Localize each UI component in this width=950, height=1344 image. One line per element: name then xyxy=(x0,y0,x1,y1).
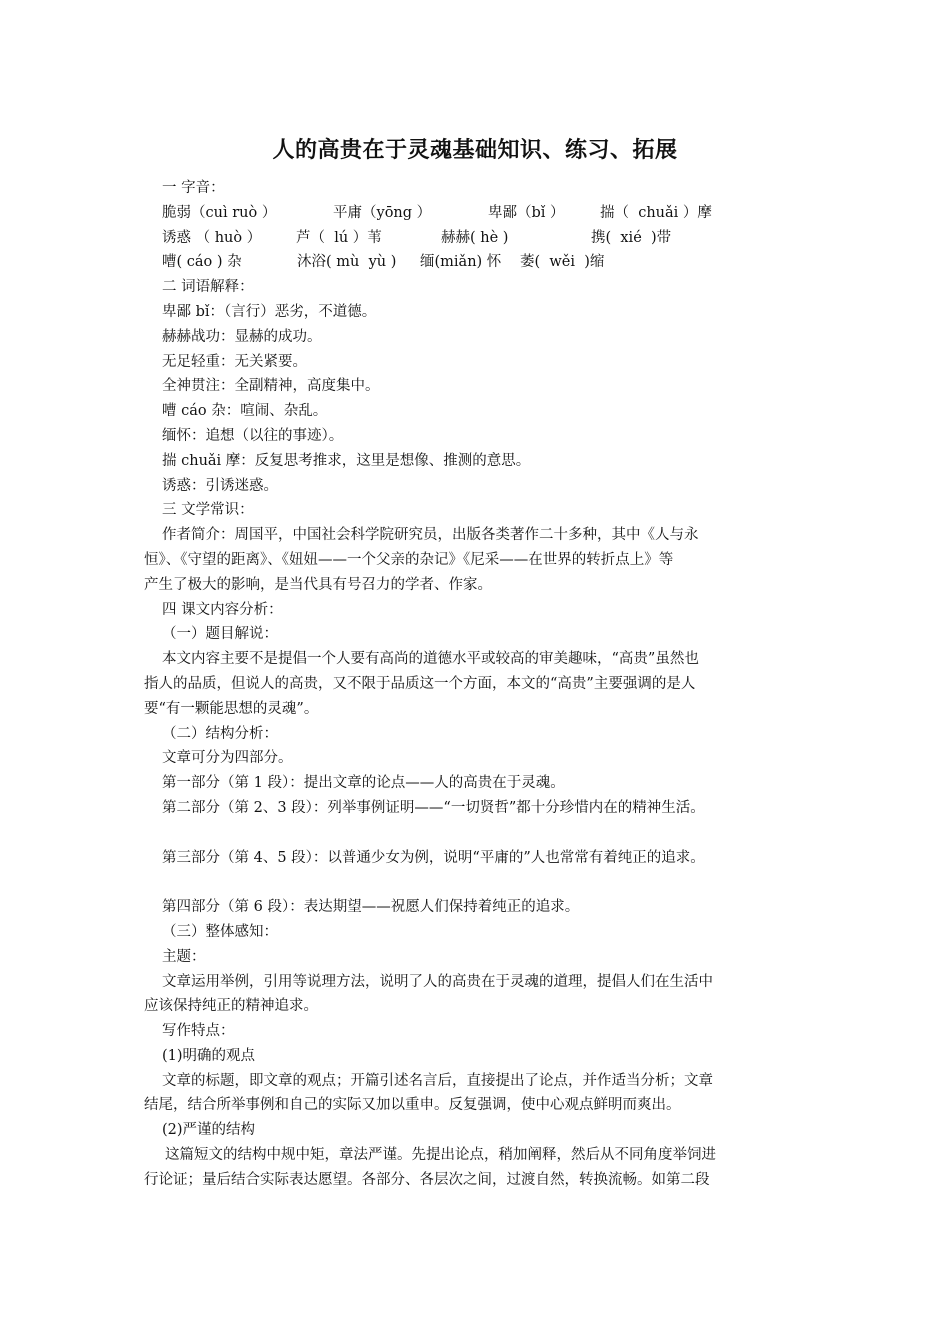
vocabulary-item: 揣 chuǎi 摩：反复思考推求，这里是想像、推测的意思。 xyxy=(162,452,531,469)
features-label: 写作特点： xyxy=(162,1023,235,1040)
feature-title: (2)严谨的结构 xyxy=(162,1122,256,1139)
feature-line: 结尾，结合所举事例和自己的实际又加以重申。反复强调，使中心观点鲜明而爽出。 xyxy=(144,1097,681,1114)
structure-part: 第一部分（第 1 段）：提出文章的论点——人的高贵在于灵魂。 xyxy=(162,775,565,792)
structure-part: 第二部分（第 2、3 段）：列举事例证明——“一切贤哲”都十分珍惜内在的精神生活。 xyxy=(162,799,705,816)
section-heading-vocabulary: 二 词语解释： xyxy=(162,279,254,296)
document-title: 人的高贵在于灵魂基础知识、练习、拓展 xyxy=(272,138,678,163)
pronunciation-item: 缅(miǎn) 怀 xyxy=(420,254,502,271)
blank-line xyxy=(144,821,810,846)
feature-title: (1)明确的观点 xyxy=(162,1047,256,1064)
feature-line: 行论证；量后结合实际表达愿望。各部分、各层次之间，过渡自然，转换流畅。如第二段 xyxy=(144,1171,710,1188)
vocabulary-item: 缅怀：追想（以往的事迹）。 xyxy=(162,427,344,444)
section-heading-pronunciation: 一 字音： xyxy=(162,180,225,196)
pronunciation-item: 萎( wěi )缩 xyxy=(520,254,605,271)
title-explanation-line: 本文内容主要不是提倡一个人要有高尚的道德水平或较高的审美趣味，“高贵”虽然也 xyxy=(162,651,699,668)
pronunciation-item: 芦（ lú ）苇 xyxy=(296,229,382,246)
title-explanation-line: 指人的品质，但说人的高贵，又不限于品质这一个方面，本文的“高贵”主要强调的是人 xyxy=(144,675,696,692)
subsection-heading-structure: （二）结构分析： xyxy=(162,725,278,742)
feature-line: 这篇短文的结构中规中矩，章法严谨。先提出论点，稍加阐释，然后从不同角度举饲进 xyxy=(165,1147,716,1164)
author-intro-line: 作者简介：周国平，中国社会科学院研究员，出版各类著作二十多种，其中《人与永 xyxy=(162,527,699,544)
vocabulary-item: 卑鄙 bǐ：（言行）恶劣，不道德。 xyxy=(162,303,377,320)
pronunciation-item: 沐浴( mù yù ) xyxy=(297,254,397,271)
author-intro-line: 恒》、《守望的距离》、《妞妞——一个父亲的杂记》《尼采——在世界的转折点上》等 xyxy=(144,551,674,568)
structure-part: 第三部分（第 4、5 段）：以普通少女为例，说明“平庸的”人也常常有着纯正的追求。 xyxy=(162,849,705,866)
pronunciation-row xyxy=(144,226,810,251)
vocabulary-item: 赫赫战功：显赫的成功。 xyxy=(162,328,322,345)
subsection-heading-overview: （三）整体感知： xyxy=(162,923,278,940)
pronunciation-item: 诱惑 （ huò ） xyxy=(162,229,262,246)
pronunciation-item: 揣（ chuǎi ）摩 xyxy=(600,204,712,221)
document-body xyxy=(144,176,810,1193)
title-explanation-line: 要“有一颗能思想的灵魂”。 xyxy=(144,700,319,717)
vocabulary-item: 诱惑：引诱迷惑。 xyxy=(162,477,278,494)
section-heading-analysis: 四 课文内容分析： xyxy=(162,601,283,618)
theme-line: 文章运用举例，引用等说理方法，说明了人的高贵在于灵魂的道理，提倡人们在生活中 xyxy=(162,973,713,990)
pronunciation-row xyxy=(144,250,810,275)
section-heading-literature: 三 文学常识： xyxy=(162,502,254,519)
pronunciation-item: 携( xié )带 xyxy=(591,229,672,246)
structure-intro: 文章可分为四部分。 xyxy=(162,750,293,767)
vocabulary-item: 全神贯注：全副精神，高度集中。 xyxy=(162,378,380,395)
structure-part: 第四部分（第 6 段）：表达期望——祝愿人们保持着纯正的追求。 xyxy=(162,899,580,916)
pronunciation-item: 嘈( cáo ) 杂 xyxy=(162,254,242,271)
feature-line: 文章的标题，即文章的观点；开篇引述名言后，直接提出了论点，并作适当分析；文章 xyxy=(162,1072,713,1089)
pronunciation-item: 脆弱（cuì ruò ） xyxy=(162,204,277,221)
pronunciation-row xyxy=(144,201,810,226)
vocabulary-item: 无足轻重：无关紧要。 xyxy=(162,353,307,370)
theme-line: 应该保持纯正的精神追求。 xyxy=(144,998,318,1015)
author-intro-line: 产生了极大的影响，是当代具有号召力的学者、作家。 xyxy=(144,576,492,593)
pronunciation-item: 赫赫( hè ) xyxy=(441,229,509,246)
vocabulary-item: 嘈 cáo 杂：喧闹、杂乱。 xyxy=(162,403,328,420)
pronunciation-item: 卑鄙（bǐ ） xyxy=(488,204,565,221)
pronunciation-item: 平庸（yōng ） xyxy=(333,204,432,221)
blank-line xyxy=(144,870,810,895)
theme-label: 主题： xyxy=(162,948,206,965)
subsection-heading-title: （一）题目解说： xyxy=(162,626,278,643)
